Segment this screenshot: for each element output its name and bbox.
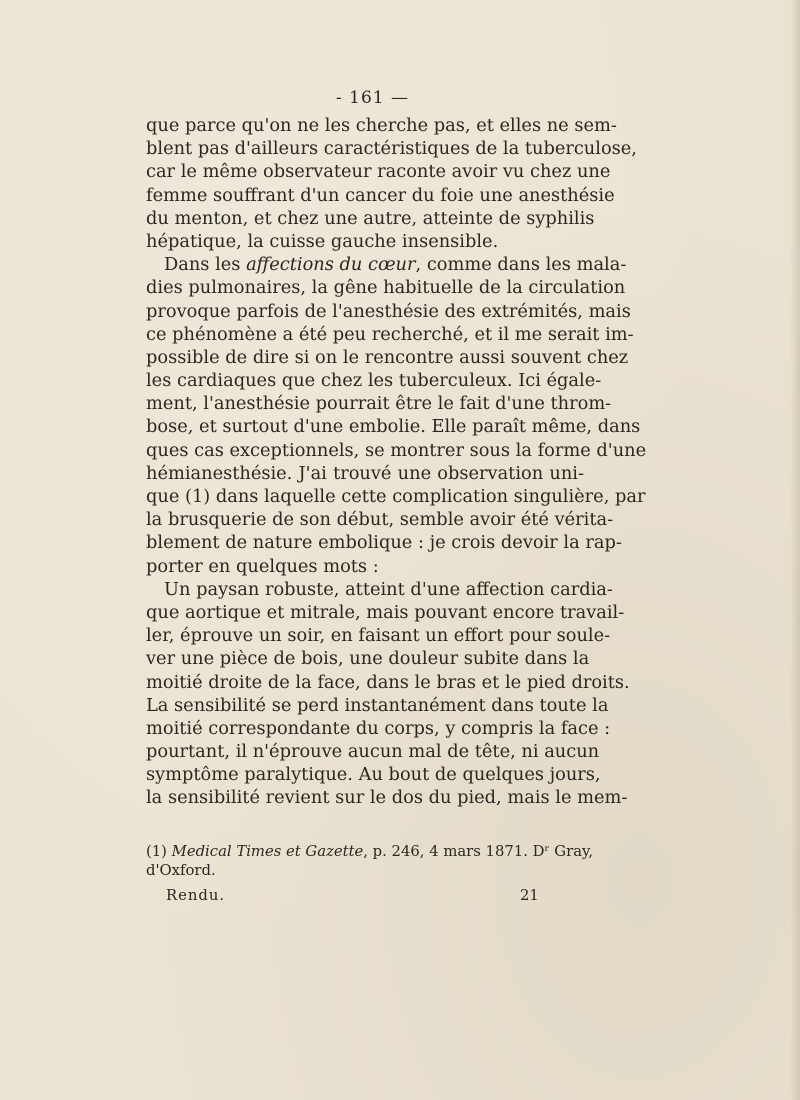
text-line: dies pulmonaires, la gêne habituelle de la circulation [146, 277, 626, 299]
text-line: ques cas exceptionnels, se montrer sous la forme d'une [146, 439, 647, 461]
signature-number: 21 [520, 887, 539, 904]
footnote-marker: (1) [146, 843, 172, 860]
text-line: hémianesthésie. J'ai trouvé une observation uni- [146, 462, 584, 484]
text-line: porter en quelques mots : [146, 555, 379, 577]
text-run: , comme dans les mala- [415, 254, 627, 276]
text-line: blement de nature embolique : je crois devoir la rap- [146, 532, 622, 554]
text-line: bose, et surtout d'une embolie. Elle paraît même, dans [146, 416, 641, 438]
page-number: - 161 — [336, 88, 409, 108]
text-line: ler, éprouve un soir, en faisant un effort pour soule- [146, 625, 611, 647]
text-line: hépatique, la cuisse gauche insensible. [146, 230, 499, 252]
text-run: Dans les [164, 254, 247, 276]
text-line: que aortique et mitrale, mais pouvant encore travail- [146, 601, 625, 623]
text-line: moitié correspondante du corps, y compris la face : [146, 717, 611, 739]
text-line: La sensibilité se perd instantanément dans toute la [146, 694, 609, 716]
footnote-source-title: Medical Times et Gazette [171, 843, 364, 860]
footnote-line [146, 842, 594, 861]
footnote-line: d'Oxford. [146, 862, 216, 879]
footnote-citation: , p. 246, 4 mars 1871. Dʳ Gray, [363, 843, 594, 860]
text-line: la brusquerie de son début, semble avoir été vérita- [146, 509, 614, 531]
text-line: ce phénomène a été peu recherché, et il me serait im- [146, 323, 634, 345]
text-line: blent pas d'ailleurs caractéristiques de la tuberculose, [146, 138, 637, 160]
text-line: que parce qu'on ne les cherche pas, et elles ne sem- [146, 115, 617, 136]
text-line: possible de dire si on le rencontre aussi souvent chez [146, 346, 629, 368]
italic-term: affections du cœur [246, 254, 416, 276]
text-line: pourtant, il n'éprouve aucun mal de tête, ni aucun [146, 741, 600, 763]
text-line: que (1) dans laquelle cette complication singulière, par [146, 486, 646, 507]
text-line [146, 253, 627, 276]
page-edge-shadow [790, 0, 800, 1100]
text-line: ver une pièce de bois, une douleur subite dans la [146, 648, 590, 670]
text-line: moitié droite de la face, dans le bras et le pied droits. [146, 671, 630, 693]
signature-mark: Rendu. [166, 887, 226, 904]
text-line: car le même observateur raconte avoir vu chez une [146, 161, 611, 183]
body-text [146, 114, 647, 810]
text-line: femme souffrant d'un cancer du foie une anesthésie [146, 184, 615, 206]
text-line: Un paysan robuste, atteint d'une affection cardia- [164, 578, 613, 600]
text-line: les cardiaques que chez les tuberculeux. Ici égale- [146, 370, 602, 392]
text-line: ment, l'anesthésie pourrait être le fait d'une throm- [146, 393, 612, 415]
footnote [146, 842, 594, 880]
text-line: symptôme paralytique. Au bout de quelques jours, [146, 764, 601, 786]
text-line: la sensibilité revient sur le dos du pied, mais le mem- [146, 787, 628, 809]
text-line: provoque parfois de l'anesthésie des extrémités, mais [146, 300, 631, 322]
text-line: du menton, et chez une autre, atteinte de syphilis [146, 207, 595, 229]
